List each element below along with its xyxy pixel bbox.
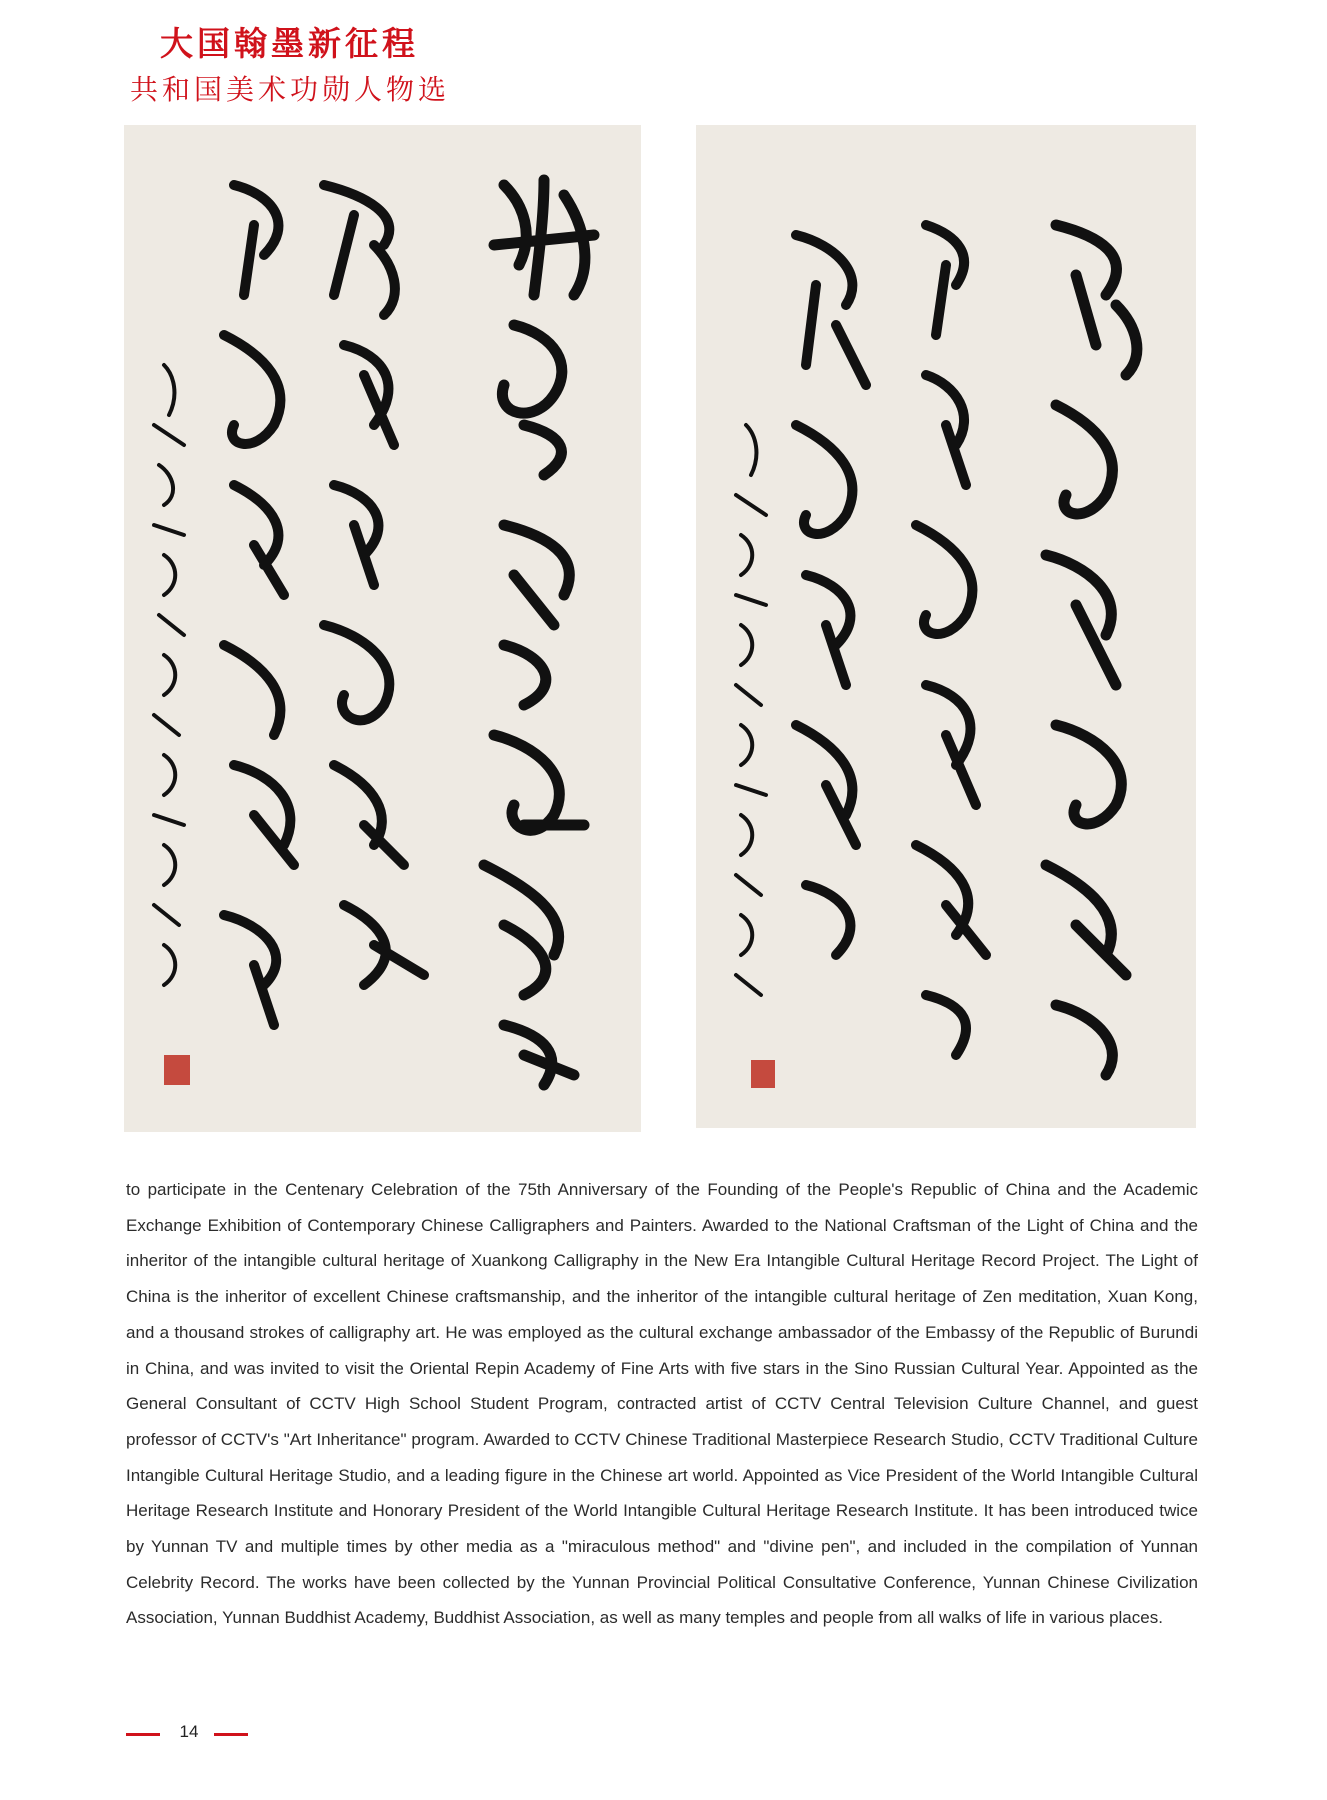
calligraphy-scroll-left [124, 125, 641, 1132]
footer-rule-right [214, 1733, 248, 1736]
header-title: 大国翰墨新征程 [160, 24, 419, 63]
calligraphy-ink-left [124, 125, 641, 1132]
header-subtitle: 共和国美术功勋人物选 [130, 73, 451, 106]
footer-rule-left [126, 1733, 160, 1736]
body-text: to participate in the Centenary Celebration of the 75th Anniversary of the Founding of the People's Republic of China and the Academic Exchange Exhibition of Contemporary Chinese Calligraphers and Painters. Awarded to the National Craftsman of the Light of China and the inheritor of the intangible cultural heritage of Xuankong Calligraphy in the New Era Intangible Cultural Heritage Record Project. The Light of China is the inheritor of excellent Chinese craftsmanship, and the inheritor of the intangible cultural heritage of Zen meditation, Xuan Kong, and a thousand strokes of calligraphy art. He was employed as the cultural exchange ambassador of the Embassy of the Republic of Burundi in China, and was invited to visit the Oriental Repin Academy of Fine Arts with five stars in the Sino Russian Cultural Year. Appointed as the General Consultant of CCTV High School Student Program, contracted artist of CCTV Central Television Culture Channel, and guest professor of CCTV's "Art Inheritance" program. Awarded to CCTV Chinese Traditional Masterpiece Research Studio, CCTV Traditional Culture Intangible Cultural Heritage Studio, and a leading figure in the Chinese art world. Appointed as Vice President of the World Intangible Cultural Heritage Research Institute and Honorary President of the World Intangible Cultural Heritage Research Institute. It has been introduced twice by Yunnan TV and multiple times by other media as a "miraculous method" and "divine pen", and included in the compilation of Yunnan Celebrity Record. The works have been collected by the Yunnan Provincial Political Consultative Conference, Yunnan Chinese Civilization Association, Yunnan Buddhist Academy, Buddhist Association, as well as many temples and people from all walks of life in various places. [126, 1180, 1198, 1628]
calligraphy-ink-right [696, 125, 1196, 1128]
page-number: 14 [179, 1722, 199, 1741]
calligraphy-scroll-right [696, 125, 1196, 1128]
